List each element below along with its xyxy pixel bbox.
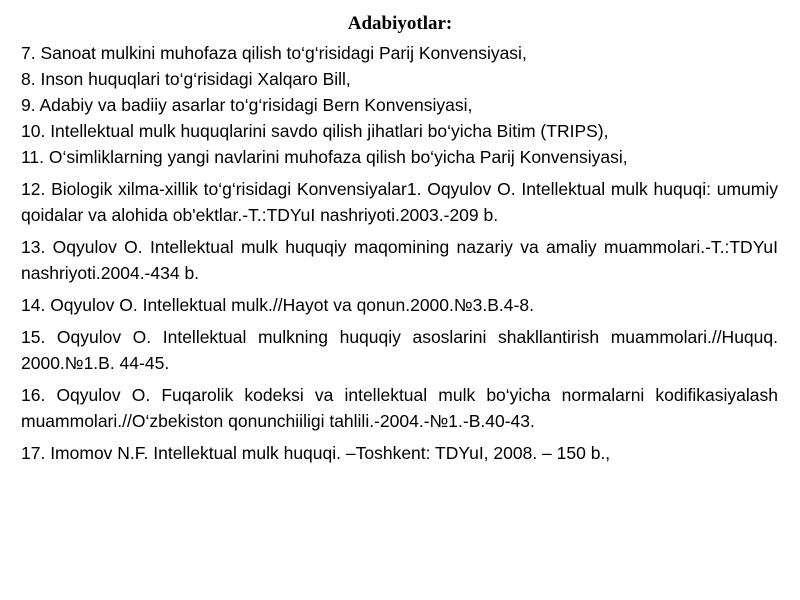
reference-item: 14. Oqyulov O. Intellektual mulk.//Hayot va qonun.2000.№3.B.4-8. bbox=[21, 295, 534, 315]
reference-item: 11. O‘simliklarning yangi navlarini muhofaza qilish bo‘yicha Parij Konvensiyasi, bbox=[21, 147, 628, 167]
reference-list bbox=[21, 40, 778, 466]
reference-item: 16. Oqyulov O. Fuqarolik kodeksi va intellektual mulk bo‘yicha normalarni kodifikasiyalash muammolari.//O‘zbekiston qonunchiiligi tahlili.-2004.-№1.-B.40-43. bbox=[21, 385, 778, 431]
page-title: Adabiyotlar: bbox=[347, 13, 453, 34]
reference-item: 9. Adabiy va badiiy asarlar to‘g‘risidagi Bern Konvensiyasi, bbox=[21, 95, 473, 115]
reference-item: 17. Imomov N.F. Intellektual mulk huquqi. –Toshkent: TDYuI, 2008. – 150 b., bbox=[21, 443, 611, 463]
reference-item: 7. Sanoat mulkini muhofaza qilish to‘g‘risidagi Parij Konvensiyasi, bbox=[21, 43, 527, 63]
reference-item: 10. Intellektual mulk huquqlarini savdo qilish jihatlari bo‘yicha Bitim (TRIPS), bbox=[21, 121, 609, 141]
reference-item: 12. Biologik xilma-xillik to‘g‘risidagi Konvensiyalar1. Oqyulov O. Intellektual mulk huquqi: umumiy qoidalar va alohida ob'ektlar.-T.:TDYuI nashriyoti.2003.-209 b. bbox=[21, 179, 778, 225]
reference-item: 8. Inson huquqlari to‘g‘risidagi Xalqaro Bill, bbox=[21, 69, 351, 89]
reference-item: 15. Oqyulov O. Intellektual mulkning huquqiy asoslarini shakllantirish muammolari.//Huquq. 2000.№1.B. 44-45. bbox=[21, 327, 778, 373]
reference-item: 13. Oqyulov O. Intellektual mulk huquqiy maqomining nazariy va amaliy muammolari.-T.:TDYuI nashriyoti.2004.-434 b. bbox=[21, 237, 778, 283]
